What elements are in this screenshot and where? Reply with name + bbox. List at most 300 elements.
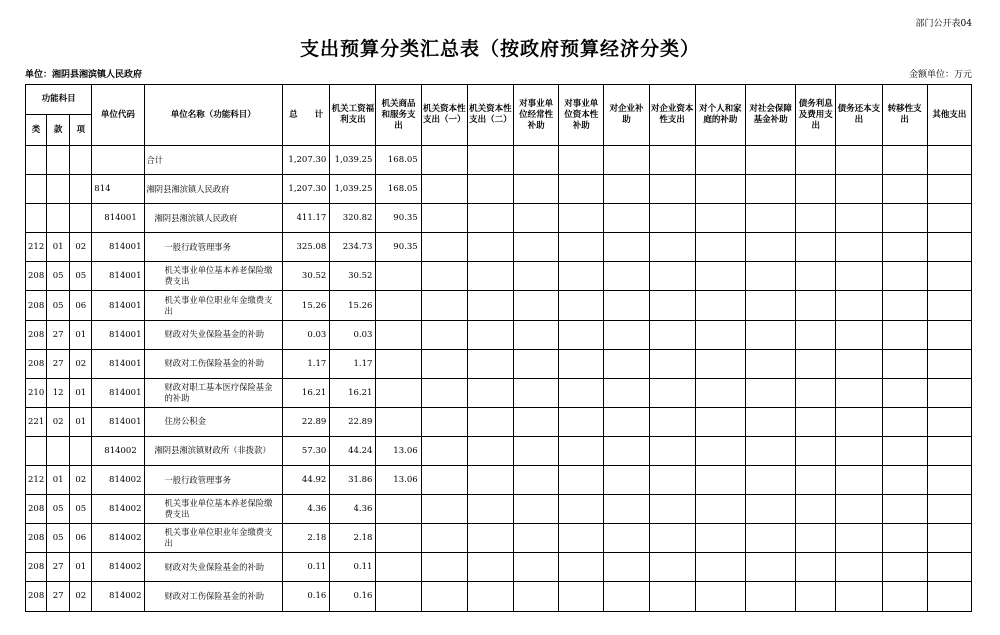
- cell-total: 16.21: [283, 378, 330, 407]
- cell-empty: [927, 407, 971, 436]
- cell-empty: [467, 320, 513, 349]
- cell-empty: [836, 466, 882, 495]
- cell-wage: 4.36: [330, 495, 376, 524]
- cell-empty: [745, 378, 795, 407]
- cell-empty: [796, 233, 836, 262]
- cell-empty: [514, 349, 559, 378]
- cell-empty: [559, 175, 604, 204]
- cell-empty: [467, 204, 513, 233]
- cell-empty: [927, 582, 971, 611]
- cell-empty: [836, 320, 882, 349]
- cell-unit-code: 814: [92, 175, 144, 204]
- cell-empty: [695, 320, 745, 349]
- cell-lei: 221: [26, 407, 47, 436]
- cell-empty: [796, 407, 836, 436]
- cell-empty: [836, 291, 882, 320]
- cell-lei: 208: [26, 349, 47, 378]
- cell-empty: [836, 233, 882, 262]
- cell-empty: [559, 320, 604, 349]
- cell-unit-name: 机关事业单位职业年金缴费支出: [144, 524, 283, 553]
- cell-empty: [514, 582, 559, 611]
- cell-empty: [559, 553, 604, 582]
- cell-empty: [882, 378, 927, 407]
- cell-empty: [796, 320, 836, 349]
- cell-empty: [882, 349, 927, 378]
- cell-unit-name: 财政对失业保险基金的补助: [144, 320, 283, 349]
- cell-empty: [421, 262, 467, 291]
- cell-empty: [421, 436, 467, 465]
- table-row: [26, 291, 972, 320]
- cell-empty: [695, 436, 745, 465]
- cell-total: 2.18: [283, 524, 330, 553]
- cell-wage: 44.24: [330, 436, 376, 465]
- cell-total: 15.26: [283, 291, 330, 320]
- cell-empty: [649, 436, 695, 465]
- cell-empty: [421, 466, 467, 495]
- budget-table: [25, 84, 972, 612]
- cell-unit-code: 814001: [92, 378, 144, 407]
- cell-empty: [559, 291, 604, 320]
- cell-empty: [927, 204, 971, 233]
- cell-goods: 90.35: [376, 204, 421, 233]
- cell-empty: [559, 262, 604, 291]
- cell-wage: 1,039.25: [330, 146, 376, 175]
- cell-wage: 1,039.25: [330, 175, 376, 204]
- cell-unit-code: 814001: [92, 233, 144, 262]
- cell-empty: [421, 553, 467, 582]
- cell-total: 4.36: [283, 495, 330, 524]
- cell-lei: 208: [26, 262, 47, 291]
- header-col: 对企业资本性支出: [649, 85, 695, 146]
- cell-empty: [559, 349, 604, 378]
- cell-empty: [514, 175, 559, 204]
- cell-empty: [604, 436, 649, 465]
- cell-lei: 212: [26, 466, 47, 495]
- cell-kuan: [47, 146, 70, 175]
- cell-kuan: 12: [47, 378, 70, 407]
- cell-goods: [376, 291, 421, 320]
- cell-empty: [559, 378, 604, 407]
- cell-empty: [695, 146, 745, 175]
- table-row: [26, 262, 972, 291]
- table-row: [26, 553, 972, 582]
- cell-goods: 13.06: [376, 436, 421, 465]
- cell-empty: [695, 524, 745, 553]
- cell-unit-name: 一般行政管理事务: [144, 233, 283, 262]
- cell-goods: [376, 582, 421, 611]
- cell-unit-code: 814002: [92, 524, 144, 553]
- cell-kuan: 05: [47, 262, 70, 291]
- cell-kuan: 01: [47, 233, 70, 262]
- cell-empty: [695, 349, 745, 378]
- cell-empty: [514, 466, 559, 495]
- cell-goods: [376, 524, 421, 553]
- cell-empty: [882, 204, 927, 233]
- table-row: [26, 436, 972, 465]
- cell-empty: [514, 407, 559, 436]
- cell-kuan: 27: [47, 320, 70, 349]
- cell-goods: 168.05: [376, 146, 421, 175]
- table-row: [26, 146, 972, 175]
- cell-total: 411.17: [283, 204, 330, 233]
- cell-empty: [514, 233, 559, 262]
- cell-empty: [649, 233, 695, 262]
- cell-empty: [882, 233, 927, 262]
- cell-empty: [421, 349, 467, 378]
- cell-unit-name: 财政对工伤保险基金的补助: [144, 349, 283, 378]
- cell-total: 325.08: [283, 233, 330, 262]
- header-col: 机关资本性支出（二）: [467, 85, 513, 146]
- page-title: 支出预算分类汇总表（按政府预算经济分类）: [299, 38, 700, 60]
- cell-lei: 208: [26, 553, 47, 582]
- cell-unit-code: 814002: [92, 553, 144, 582]
- cell-empty: [796, 582, 836, 611]
- table-row: [26, 495, 972, 524]
- cell-kuan: 27: [47, 553, 70, 582]
- header-col: 债务利息及费用支出: [796, 85, 836, 146]
- cell-empty: [559, 582, 604, 611]
- cell-empty: [695, 291, 745, 320]
- cell-wage: 15.26: [330, 291, 376, 320]
- cell-goods: [376, 553, 421, 582]
- cell-empty: [836, 495, 882, 524]
- cell-empty: [467, 524, 513, 553]
- cell-empty: [467, 291, 513, 320]
- cell-xiang: 01: [70, 378, 92, 407]
- cell-empty: [882, 524, 927, 553]
- cell-empty: [467, 495, 513, 524]
- cell-xiang: 01: [70, 320, 92, 349]
- cell-lei: 208: [26, 291, 47, 320]
- cell-empty: [559, 495, 604, 524]
- header-col: 转移性支出: [882, 85, 927, 146]
- cell-total: 30.52: [283, 262, 330, 291]
- cell-goods: 13.06: [376, 466, 421, 495]
- cell-empty: [927, 436, 971, 465]
- header-total: 总 计: [283, 85, 330, 146]
- cell-empty: [604, 320, 649, 349]
- cell-goods: 90.35: [376, 233, 421, 262]
- cell-empty: [836, 436, 882, 465]
- table-row: [26, 349, 972, 378]
- cell-unit-code: 814002: [92, 466, 144, 495]
- cell-wage: 22.89: [330, 407, 376, 436]
- header-col: 机关工资福利支出: [330, 85, 376, 146]
- cell-unit-code: [92, 146, 144, 175]
- cell-total: 1.17: [283, 349, 330, 378]
- cell-empty: [467, 407, 513, 436]
- cell-unit-code: 814002: [92, 582, 144, 611]
- cell-empty: [745, 495, 795, 524]
- cell-empty: [836, 378, 882, 407]
- cell-empty: [559, 436, 604, 465]
- cell-empty: [745, 320, 795, 349]
- cell-empty: [836, 407, 882, 436]
- cell-empty: [796, 175, 836, 204]
- cell-unit-name: 一般行政管理事务: [144, 466, 283, 495]
- cell-empty: [649, 524, 695, 553]
- cell-empty: [882, 466, 927, 495]
- cell-empty: [467, 349, 513, 378]
- cell-empty: [796, 262, 836, 291]
- form-number-label: 部门公开表04: [915, 19, 972, 29]
- cell-empty: [927, 378, 971, 407]
- cell-empty: [882, 320, 927, 349]
- cell-empty: [604, 146, 649, 175]
- cell-empty: [421, 407, 467, 436]
- cell-empty: [514, 204, 559, 233]
- cell-kuan: [47, 175, 70, 204]
- cell-empty: [649, 204, 695, 233]
- cell-unit-code: 814001: [92, 204, 144, 233]
- cell-wage: 0.11: [330, 553, 376, 582]
- table-row: [26, 204, 972, 233]
- cell-empty: [745, 175, 795, 204]
- cell-lei: 208: [26, 320, 47, 349]
- cell-empty: [514, 146, 559, 175]
- cell-kuan: 01: [47, 466, 70, 495]
- cell-empty: [604, 582, 649, 611]
- cell-unit-name: 机关事业单位基本养老保险缴费支出: [144, 262, 283, 291]
- cell-empty: [745, 407, 795, 436]
- cell-empty: [649, 320, 695, 349]
- cell-empty: [559, 146, 604, 175]
- header-func-subject: 功能科目: [26, 85, 92, 115]
- cell-xiang: 05: [70, 262, 92, 291]
- cell-unit-code: 814001: [92, 407, 144, 436]
- cell-xiang: 02: [70, 466, 92, 495]
- cell-lei: 208: [26, 582, 47, 611]
- cell-lei: [26, 204, 47, 233]
- cell-empty: [882, 407, 927, 436]
- cell-lei: [26, 436, 47, 465]
- cell-empty: [796, 466, 836, 495]
- header-lei: 类: [26, 115, 47, 146]
- cell-empty: [927, 262, 971, 291]
- cell-unit-name: 住房公积金: [144, 407, 283, 436]
- cell-unit-name: 湘阴县湘滨镇人民政府: [144, 204, 283, 233]
- cell-empty: [649, 349, 695, 378]
- table-row: [26, 175, 972, 204]
- cell-empty: [467, 436, 513, 465]
- cell-empty: [649, 291, 695, 320]
- cell-empty: [695, 233, 745, 262]
- cell-empty: [604, 495, 649, 524]
- cell-empty: [604, 407, 649, 436]
- cell-total: 0.16: [283, 582, 330, 611]
- cell-kuan: 02: [47, 407, 70, 436]
- cell-empty: [796, 378, 836, 407]
- table-row: [26, 233, 972, 262]
- cell-goods: [376, 349, 421, 378]
- cell-empty: [514, 495, 559, 524]
- cell-empty: [604, 233, 649, 262]
- cell-empty: [836, 262, 882, 291]
- header-col: 对个人和家庭的补助: [695, 85, 745, 146]
- cell-xiang: 06: [70, 524, 92, 553]
- cell-empty: [695, 175, 745, 204]
- cell-wage: 0.16: [330, 582, 376, 611]
- cell-empty: [796, 146, 836, 175]
- table-body: [26, 146, 972, 612]
- cell-empty: [836, 349, 882, 378]
- cell-kuan: 05: [47, 291, 70, 320]
- cell-empty: [695, 407, 745, 436]
- cell-total: 1,207.30: [283, 146, 330, 175]
- cell-empty: [836, 524, 882, 553]
- header-col: 对事业单位经常性补助: [514, 85, 559, 146]
- cell-kuan: 27: [47, 349, 70, 378]
- cell-xiang: 02: [70, 582, 92, 611]
- header-unit-code: 单位代码: [92, 85, 144, 146]
- cell-empty: [467, 466, 513, 495]
- cell-unit-code: 814002: [92, 495, 144, 524]
- cell-total: 44.92: [283, 466, 330, 495]
- cell-kuan: [47, 436, 70, 465]
- cell-empty: [421, 495, 467, 524]
- cell-empty: [467, 378, 513, 407]
- cell-xiang: [70, 175, 92, 204]
- cell-empty: [836, 175, 882, 204]
- cell-empty: [695, 378, 745, 407]
- cell-empty: [514, 553, 559, 582]
- unit-name-label: 单位：湘阴县湘滨镇人民政府: [25, 70, 143, 80]
- cell-empty: [514, 524, 559, 553]
- cell-empty: [745, 146, 795, 175]
- cell-empty: [695, 582, 745, 611]
- cell-kuan: [47, 204, 70, 233]
- cell-unit-code: 814001: [92, 349, 144, 378]
- cell-goods: [376, 378, 421, 407]
- table-row: [26, 320, 972, 349]
- cell-wage: 1.17: [330, 349, 376, 378]
- table-header: [26, 85, 972, 146]
- cell-empty: [649, 582, 695, 611]
- header-col: 对社会保障基金补助: [745, 85, 795, 146]
- cell-empty: [927, 320, 971, 349]
- cell-empty: [514, 436, 559, 465]
- cell-empty: [796, 436, 836, 465]
- cell-goods: [376, 495, 421, 524]
- cell-goods: 168.05: [376, 175, 421, 204]
- table-row: [26, 582, 972, 611]
- cell-empty: [745, 291, 795, 320]
- cell-empty: [649, 146, 695, 175]
- cell-empty: [559, 407, 604, 436]
- cell-empty: [882, 262, 927, 291]
- cell-total: 0.11: [283, 553, 330, 582]
- cell-goods: [376, 262, 421, 291]
- cell-empty: [882, 553, 927, 582]
- cell-xiang: 02: [70, 349, 92, 378]
- cell-lei: 208: [26, 495, 47, 524]
- cell-empty: [421, 204, 467, 233]
- cell-unit-name: 财政对职工基本医疗保险基金的补助: [144, 378, 283, 407]
- cell-lei: [26, 146, 47, 175]
- cell-empty: [745, 582, 795, 611]
- cell-empty: [604, 466, 649, 495]
- cell-empty: [421, 146, 467, 175]
- cell-wage: 31.86: [330, 466, 376, 495]
- cell-empty: [796, 349, 836, 378]
- header-xiang: 项: [70, 115, 92, 146]
- cell-total: 22.89: [283, 407, 330, 436]
- cell-total: 57.30: [283, 436, 330, 465]
- cell-empty: [649, 495, 695, 524]
- cell-empty: [649, 175, 695, 204]
- cell-wage: 30.52: [330, 262, 376, 291]
- cell-unit-name: 财政对失业保险基金的补助: [144, 553, 283, 582]
- cell-xiang: 01: [70, 553, 92, 582]
- cell-empty: [421, 233, 467, 262]
- cell-empty: [882, 291, 927, 320]
- cell-xiang: [70, 436, 92, 465]
- cell-empty: [927, 466, 971, 495]
- cell-empty: [649, 262, 695, 291]
- cell-empty: [927, 175, 971, 204]
- cell-empty: [882, 436, 927, 465]
- cell-empty: [604, 291, 649, 320]
- cell-xiang: 06: [70, 291, 92, 320]
- cell-empty: [745, 262, 795, 291]
- cell-kuan: 05: [47, 524, 70, 553]
- cell-xiang: 05: [70, 495, 92, 524]
- cell-empty: [467, 262, 513, 291]
- cell-empty: [882, 582, 927, 611]
- cell-empty: [695, 495, 745, 524]
- cell-empty: [467, 233, 513, 262]
- cell-unit-code: 814001: [92, 320, 144, 349]
- cell-empty: [927, 495, 971, 524]
- cell-empty: [604, 175, 649, 204]
- cell-empty: [649, 466, 695, 495]
- cell-lei: 212: [26, 233, 47, 262]
- cell-lei: 210: [26, 378, 47, 407]
- cell-empty: [796, 524, 836, 553]
- cell-empty: [695, 204, 745, 233]
- cell-kuan: 05: [47, 495, 70, 524]
- cell-empty: [514, 378, 559, 407]
- cell-xiang: 02: [70, 233, 92, 262]
- cell-empty: [745, 436, 795, 465]
- cell-empty: [836, 204, 882, 233]
- cell-wage: 2.18: [330, 524, 376, 553]
- cell-empty: [745, 524, 795, 553]
- cell-empty: [836, 146, 882, 175]
- cell-empty: [604, 349, 649, 378]
- cell-unit-name: 机关事业单位职业年金缴费支出: [144, 291, 283, 320]
- header-unit-name: 单位名称（功能科目）: [144, 85, 283, 146]
- header-kuan: 款: [47, 115, 70, 146]
- cell-empty: [695, 466, 745, 495]
- cell-lei: 208: [26, 524, 47, 553]
- cell-lei: [26, 175, 47, 204]
- cell-empty: [514, 262, 559, 291]
- cell-total: 1,207.30: [283, 175, 330, 204]
- cell-empty: [559, 204, 604, 233]
- cell-unit-code: 814002: [92, 436, 144, 465]
- cell-xiang: 01: [70, 407, 92, 436]
- table-row: [26, 466, 972, 495]
- header-col: 对企业补助: [604, 85, 649, 146]
- cell-empty: [927, 233, 971, 262]
- unit-info-row: [25, 67, 972, 79]
- cell-unit-code: 814001: [92, 291, 144, 320]
- cell-empty: [649, 378, 695, 407]
- cell-empty: [421, 524, 467, 553]
- cell-wage: 0.03: [330, 320, 376, 349]
- cell-empty: [421, 320, 467, 349]
